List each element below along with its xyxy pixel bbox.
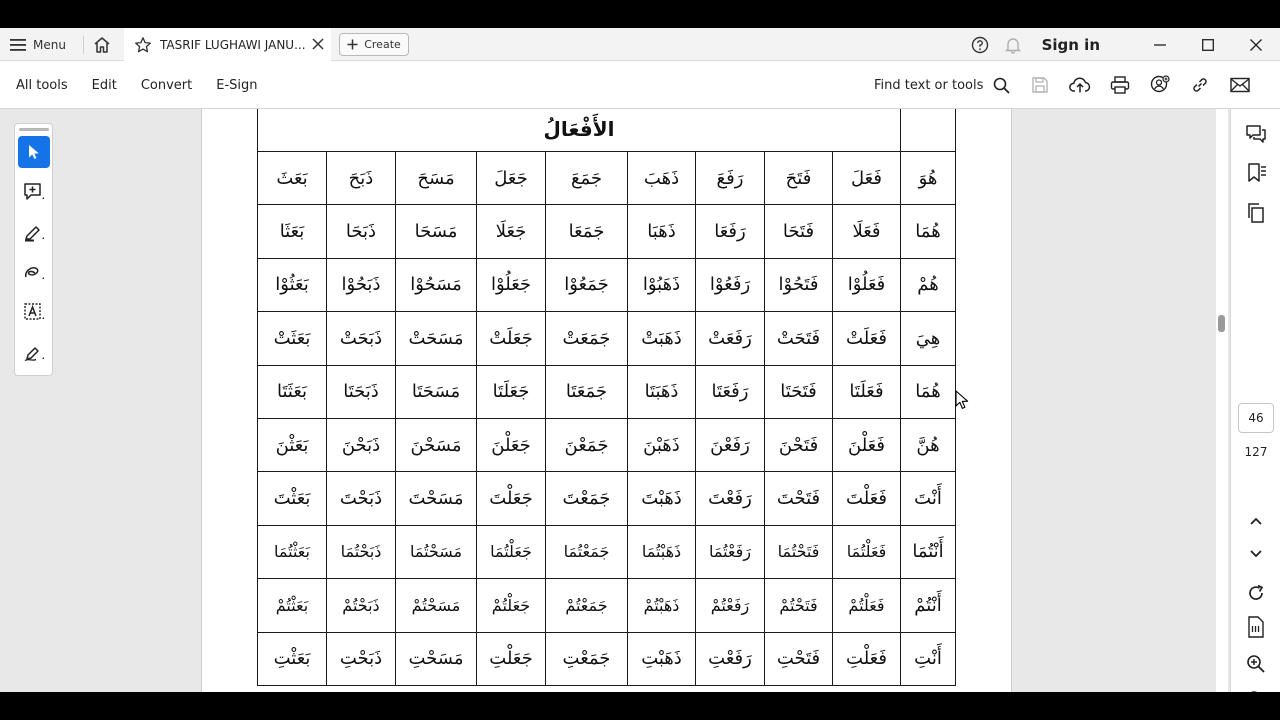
pronoun-cell: هُمَا [901, 365, 956, 418]
help-button[interactable] [969, 34, 991, 56]
verb-cell: ذَبَحَتَا [327, 365, 396, 418]
all-tools-menu[interactable]: All tools [16, 77, 68, 93]
notifications-button[interactable] [1002, 34, 1024, 56]
verb-cell: جَمَعْتِ [546, 632, 628, 685]
verb-cell: ذَبَحُوْا [327, 258, 396, 311]
menu-label: Menu [33, 38, 66, 52]
zoom-in-button[interactable] [1243, 651, 1269, 677]
home-button[interactable] [90, 34, 114, 56]
verb-cell: بَعَثَتْ [258, 312, 327, 365]
verb-cell: ذَهَبَتْ [628, 312, 696, 365]
verb-cell: ذَبَحْتَ [327, 472, 396, 525]
copy-link-button[interactable] [1188, 73, 1212, 97]
verb-cell: ذَهَبْتُمْ [628, 579, 696, 632]
find-tools-search[interactable] [874, 61, 1010, 109]
fit-page-icon [1247, 616, 1265, 638]
verb-cell: فَتَحْنَ [765, 418, 833, 471]
create-button[interactable] [339, 33, 409, 56]
verb-cell: ذَبَحْتُمْ [327, 579, 396, 632]
verb-cell: جَعَلَتَا [477, 365, 546, 418]
find-label: Find text or tools [874, 77, 984, 93]
pronoun-cell: هِيَ [901, 312, 956, 365]
add-comment-tool-button[interactable] [18, 176, 50, 208]
verb-cell: ذَبَحَ [327, 152, 396, 205]
verb-cell: رَفَعْتُمْ [696, 579, 765, 632]
zoom-out-button[interactable] [1243, 687, 1269, 692]
verb-cell: مَسَحَ [396, 152, 477, 205]
verb-cell: مَسَحْتِ [396, 632, 477, 685]
close-icon [1250, 39, 1262, 51]
divider [83, 36, 84, 54]
table-header-row [258, 109, 956, 152]
next-page-button[interactable] [1243, 541, 1269, 567]
verb-cell: ذَهَبْنَ [628, 418, 696, 471]
verb-cell: جَمَعْتُمَا [546, 525, 628, 578]
verb-cell: جَمَعْتَ [546, 472, 628, 525]
verb-cell: رَفَعُوْا [696, 258, 765, 311]
verb-cell: ذَهَبَ [628, 152, 696, 205]
verb-cell: مَسَحُوْا [396, 258, 477, 311]
verb-cell: بَعَثْتَ [258, 472, 327, 525]
link-icon [1190, 75, 1210, 95]
save-icon [1031, 76, 1049, 94]
verb-cell: مَسَحْتُمْ [396, 579, 477, 632]
table-row [258, 525, 956, 578]
verb-cell: جَعَلَا [477, 205, 546, 258]
comments-panel-button[interactable] [1243, 121, 1269, 147]
verb-cell: ذَهَبْتُمَا [628, 525, 696, 578]
conjugation-table [257, 109, 956, 686]
close-tab-icon[interactable] [311, 37, 325, 51]
verb-cell: رَفَعْتُمَا [696, 525, 765, 578]
mouse-pointer-icon [955, 390, 969, 410]
help-icon [971, 36, 989, 54]
verb-cell: رَفَعَتْ [696, 312, 765, 365]
verb-cell: فَعَلْنَ [833, 418, 901, 471]
verb-cell: بَعَثْنَ [258, 418, 327, 471]
maximize-icon [1202, 39, 1214, 51]
verb-cell: فَتَحَتَا [765, 365, 833, 418]
panel-grip[interactable] [19, 128, 49, 131]
star-icon[interactable] [134, 36, 152, 54]
plus-icon [347, 39, 358, 50]
verb-cell: رَفَعَا [696, 205, 765, 258]
convert-menu[interactable]: Convert [140, 77, 193, 93]
verb-cell: جَعَلْتُمْ [477, 579, 546, 632]
verb-cell: مَسَحَا [396, 205, 477, 258]
bookmarks-panel-button[interactable] [1243, 160, 1269, 186]
tab-title: TASRIF LUGHAWI JANU... [160, 37, 306, 52]
verb-cell: جَعَلْتِ [477, 632, 546, 685]
zoom-in-icon [1246, 654, 1266, 674]
verb-cell: رَفَعْتَ [696, 472, 765, 525]
vertical-scrollbar[interactable] [1216, 109, 1228, 692]
verb-cell: ذَبَحْتِ [327, 632, 396, 685]
text-box-icon [23, 302, 45, 322]
table-row [258, 418, 956, 471]
scrollbar-thumb[interactable] [1218, 315, 1225, 332]
pronoun-cell: هُنَّ [901, 418, 956, 471]
sign-pen-icon [23, 342, 45, 362]
verb-cell: فَعَلَتْ [833, 312, 901, 365]
refresh-rotate-icon [1246, 583, 1266, 603]
verb-cell: رَفَعَتَا [696, 365, 765, 418]
pronoun-cell: أَنْتُمَا [901, 525, 956, 578]
edit-menu[interactable]: Edit [91, 77, 117, 93]
table-row [258, 365, 956, 418]
verb-cell: جَمَعْتُمْ [546, 579, 628, 632]
chevron-down-icon [1249, 549, 1263, 559]
chevron-up-icon [1249, 516, 1263, 526]
verb-cell: مَسَحْنَ [396, 418, 477, 471]
document-tab[interactable] [124, 28, 331, 61]
select-tool-button[interactable] [18, 136, 50, 168]
pronoun-cell: أَنْتِ [901, 632, 956, 685]
verb-cell: مَسَحَتْ [396, 312, 477, 365]
verb-cell: جَمَعْنَ [546, 418, 628, 471]
verb-cell: بَعَثْتِ [258, 632, 327, 685]
verb-cell: رَفَعَ [696, 152, 765, 205]
verb-cell: ذَهَبْتَ [628, 472, 696, 525]
main-toolbar [0, 61, 1280, 109]
verb-cell: ذَهَبَا [628, 205, 696, 258]
verb-cell: مَسَحَتَا [396, 365, 477, 418]
sign-tool-button[interactable] [18, 336, 50, 368]
home-icon [93, 36, 111, 54]
table-row [258, 312, 956, 365]
table-row [258, 258, 956, 311]
verb-cell: جَمَعَ [546, 152, 628, 205]
verb-cell: فَعَلَا [833, 205, 901, 258]
document-area [0, 109, 1280, 692]
verb-cell: فَتَحْتُمَا [765, 525, 833, 578]
bookmark-icon [1245, 162, 1267, 184]
text-tool-button[interactable] [18, 296, 50, 328]
page-total: 127 [1244, 445, 1268, 459]
verb-cell: ذَهَبُوْا [628, 258, 696, 311]
zoom-out-icon [1246, 690, 1266, 692]
share-user-icon [1150, 75, 1170, 95]
cursor-arrow-icon [27, 144, 41, 160]
minimize-icon [1154, 39, 1166, 51]
window-controls [969, 28, 1280, 61]
table-title: الأَفْعَالُ [258, 109, 901, 152]
pages-panel-button[interactable] [1243, 200, 1269, 226]
highlight-tool-button[interactable] [18, 216, 50, 248]
comment-plus-icon [23, 182, 45, 202]
verb-cell: جَعَلَ [477, 152, 546, 205]
verb-cell: فَتَحَ [765, 152, 833, 205]
verb-cell: فَتَحَا [765, 205, 833, 258]
header-empty-cell [901, 109, 956, 152]
verb-cell: بَعَثَا [258, 205, 327, 258]
verb-cell: فَعَلَ [833, 152, 901, 205]
title-bar [0, 28, 1280, 61]
table-row [258, 152, 956, 205]
verb-cell: جَمَعَتَا [546, 365, 628, 418]
verb-cell: فَتَحَتْ [765, 312, 833, 365]
quick-tools-panel [14, 123, 53, 376]
close-window-button[interactable] [1232, 28, 1280, 61]
verb-cell: جَعَلْتُمَا [477, 525, 546, 578]
verb-cell: جَعَلْتَ [477, 472, 546, 525]
verb-cell: بَعَثَتَا [258, 365, 327, 418]
verb-cell: جَعَلْنَ [477, 418, 546, 471]
copy-pages-icon [1246, 202, 1266, 224]
verb-cell: مَسَحْتَ [396, 472, 477, 525]
print-button[interactable] [1108, 73, 1132, 97]
verb-cell: جَعَلَتْ [477, 312, 546, 365]
pdf-page [201, 109, 1012, 692]
quick-actions [1028, 73, 1252, 97]
toolbar-menu [16, 61, 258, 109]
pronoun-cell: هُوَ [901, 152, 956, 205]
comments-icon [1245, 123, 1267, 145]
highlighter-icon [23, 222, 45, 242]
maximize-button[interactable] [1184, 28, 1232, 61]
verb-cell: ذَهَبْتِ [628, 632, 696, 685]
verb-cell: مَسَحْتُمَا [396, 525, 477, 578]
pronoun-cell: هُمْ [901, 258, 956, 311]
verb-cell: ذَهَبَتَا [628, 365, 696, 418]
verb-cell: بَعَثُوْا [258, 258, 327, 311]
sign-in-link[interactable]: Sign in [1041, 35, 1100, 54]
acrobat-window [0, 28, 1280, 692]
verb-cell: ذَبَحَا [327, 205, 396, 258]
search-icon [993, 77, 1010, 94]
verb-cell: رَفَعْنَ [696, 418, 765, 471]
table-row [258, 205, 956, 258]
verb-cell: فَتَحْتَ [765, 472, 833, 525]
verb-cell: بَعَثَ [258, 152, 327, 205]
verb-cell: فَعَلُوْا [833, 258, 901, 311]
freehand-draw-icon [23, 262, 45, 282]
table-row [258, 579, 956, 632]
draw-tool-button[interactable] [18, 256, 50, 288]
table-row [258, 632, 956, 685]
verb-cell: فَتَحْتِ [765, 632, 833, 685]
right-panel-rail [1230, 109, 1280, 692]
verb-cell: فَتَحُوْا [765, 258, 833, 311]
hamburger-icon [10, 38, 26, 52]
save-button[interactable] [1028, 73, 1052, 97]
table-row [258, 472, 956, 525]
share-people-button[interactable] [1148, 73, 1172, 97]
page-number-input[interactable]: 46 [1238, 403, 1274, 433]
menu-button[interactable] [10, 33, 66, 57]
printer-icon [1110, 76, 1130, 94]
previous-page-button[interactable] [1243, 508, 1269, 534]
verb-cell: فَعَلْتِ [833, 632, 901, 685]
pronoun-cell: أَنْتُمْ [901, 579, 956, 632]
minimize-button[interactable] [1136, 28, 1184, 61]
verb-cell: بَعَثْتُمْ [258, 579, 327, 632]
verb-cell: فَعَلَتَا [833, 365, 901, 418]
verb-cell: بَعَثْتُمَا [258, 525, 327, 578]
verb-cell: فَتَحْتُمْ [765, 579, 833, 632]
verb-cell: رَفَعْتِ [696, 632, 765, 685]
email-button[interactable] [1228, 73, 1252, 97]
verb-cell: فَعَلْتُمْ [833, 579, 901, 632]
verb-cell: جَمَعُوْا [546, 258, 628, 311]
verb-cell: جَمَعَا [546, 205, 628, 258]
pronoun-cell: هُمَا [901, 205, 956, 258]
page-fit-button[interactable] [1243, 614, 1269, 640]
pronoun-cell: أَنْتَ [901, 472, 956, 525]
cloud-upload-icon [1069, 76, 1091, 94]
esign-menu[interactable]: E-Sign [216, 77, 258, 93]
upload-button[interactable] [1068, 73, 1092, 97]
verb-cell: ذَبَحَتْ [327, 312, 396, 365]
rotate-button[interactable] [1243, 580, 1269, 606]
verb-cell: جَعَلُوْا [477, 258, 546, 311]
verb-cell: ذَبَحْتُمَا [327, 525, 396, 578]
create-label: Create [364, 38, 401, 51]
verb-cell: جَمَعَتْ [546, 312, 628, 365]
mail-icon [1230, 77, 1250, 93]
bell-icon [1004, 36, 1022, 54]
verb-cell: فَعَلْتَ [833, 472, 901, 525]
verb-cell: ذَبَحْنَ [327, 418, 396, 471]
verb-cell: فَعَلْتُمَا [833, 525, 901, 578]
